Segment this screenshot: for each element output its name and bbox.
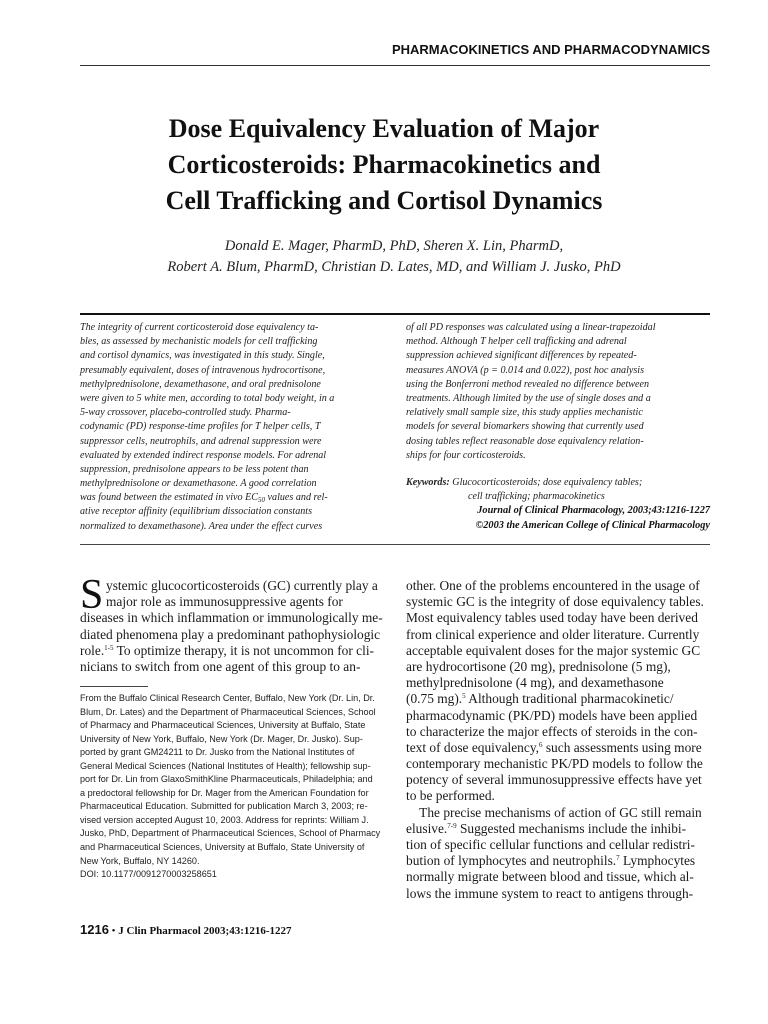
body-line — [80, 643, 386, 659]
citation-copyright: ©2003 the American College of Clinical Pharmacology — [475, 519, 710, 531]
footnote-line: Pharmaceutical Education. Submitted for publication March 3, 2003; re- — [80, 801, 368, 812]
body-line: diated phenomena play a predominant pathophysiologic — [80, 626, 381, 642]
body-line: are hydrocortisone (20 mg), prednisolone (5 mg), — [406, 658, 671, 674]
footnote-line: New York, Buffalo, NY 14260. — [80, 855, 200, 866]
body-line — [406, 691, 710, 707]
citation-ref: 7-9 — [447, 821, 457, 830]
running-header: PHARMACOKINETICS AND PHARMACODYNAMICS — [391, 42, 710, 57]
footnote-line: General Medical Sciences (National Institutes of Health); fellowship sup- — [80, 760, 371, 771]
body-line: lows the immune system to react to antigens through- — [406, 885, 694, 901]
abstract-line: methylprednisolone, dexamethasone, and oral prednisolone — [80, 378, 321, 390]
body-line: Most equivalency tables used today have been derived — [406, 610, 698, 626]
footer-bullet: • — [108, 925, 119, 937]
abstract-line: methylprednisolone or dexamethasone. A good correlation — [80, 478, 317, 490]
footnote-line: a predoctoral fellowship for Dr. Mager from the American Foundation for — [80, 787, 369, 798]
affiliation-footnote — [80, 692, 386, 882]
abstract-right-column — [406, 321, 710, 463]
page-number: 1216 — [80, 922, 109, 937]
body-line: contemporary mechanistic PK/PD models to follow the — [406, 756, 703, 772]
body-line-text: Suggested mechanisms include the inhibi- — [456, 820, 687, 836]
body-line: from clinical experience and older literature. Currently — [406, 626, 700, 642]
abstract-bottom-rule — [80, 544, 710, 545]
body-line: The precise mechanisms of action of GC still remain — [406, 804, 702, 820]
title-line: Cell Trafficking and Cortisol Dynamics — [165, 186, 603, 215]
abstract-line: using the Bonferroni method revealed no difference between — [406, 378, 650, 390]
keywords — [406, 476, 710, 504]
abstract-line: evaluated by extended indirect response models. For adrenal — [80, 449, 327, 461]
body-line: to be performed. — [406, 788, 495, 804]
footnote-line: From the Buffalo Clinical Research Center, Buffalo, New York (Dr. Lin, Dr. — [80, 693, 375, 703]
body-right-column — [406, 578, 710, 902]
abstract-line: treatments. Although limited by the use of single doses and a — [406, 392, 651, 404]
body-line: tion of specific cellular functions and cellular redistri- — [406, 837, 695, 852]
abstract-line: normalized to dexamethasone). Area under the effect curves — [80, 520, 323, 532]
journal-citation — [406, 504, 710, 533]
article-title — [0, 111, 768, 219]
footnote-line: Blum, Dr. Lates) and the Department of Pharmaceutical Sciences, School — [80, 706, 376, 717]
abstract-line: relatively small sample size, this study applies mechanistic — [406, 407, 643, 419]
body-line-text: elusive. — [406, 820, 448, 836]
body-line-text: such assessments using more — [542, 739, 702, 755]
abstract-line: ative receptor affinity (equilibrium dissociation constants — [80, 506, 313, 518]
abstract-line: of all PD responses was calculated using a linear-trapezoidal — [406, 322, 656, 333]
body-line-text: bution of lymphocytes and neutrophils. — [406, 853, 617, 869]
body-line: ystemic glucocorticosteroids (GC) currently play a — [106, 578, 378, 593]
body-line: pharmacodynamic (PK/PD) models have been applied — [406, 707, 698, 723]
footnote-line: vised version accepted August 10, 2003. Address for reprints: William J. — [80, 814, 369, 825]
keywords-text: Glucocorticosteroids; dose equivalency tables; — [449, 477, 643, 488]
body-line-text: Lymphocytes — [619, 853, 696, 869]
citation-ref: 1-5 — [104, 643, 114, 652]
abstract-line: measures ANOVA (p = 0.014 and 0.022), post hoc analysis — [406, 364, 645, 376]
abstract-line: The integrity of current corticosteroid dose equivalency ta- — [80, 322, 319, 333]
author-line: Donald E. Mager, PharmD, PhD, Sheren X. Lin, PharmD, — [224, 238, 564, 254]
keywords-label: Keywords: — [406, 477, 450, 488]
footnote-rule — [80, 686, 148, 687]
keywords-text: cell trafficking; pharmacokinetics — [468, 491, 605, 503]
body-line: normally migrate between blood and tissue, which al- — [406, 869, 694, 885]
abstract-line: codynamic (PD) response-time profiles for T helper cells, T — [80, 421, 321, 433]
abstract-line: bles, as assessed by mechanistic models for cell trafficking — [80, 336, 318, 348]
body-line: major role as immunosuppressive agents for — [106, 594, 343, 610]
body-line — [406, 821, 710, 837]
body-line: to characterize the major effects of steroids in the con- — [406, 723, 698, 739]
body-left-column — [80, 578, 386, 675]
body-line-text: Although traditional pharmacokinetic/ — [465, 691, 674, 707]
footnote-line: of Pharmacy and Pharmaceutical Sciences, University at Buffalo, State — [80, 720, 366, 731]
title-line: Corticosteroids: Pharmacokinetics and — [167, 150, 601, 179]
body-line-text: text of dose equivalency, — [406, 739, 539, 755]
citation-journal: Journal of Clinical Pharmacology, 2003;43:1216-1227 — [477, 505, 710, 516]
body-line: acceptable equivalent doses for the major systemic GC — [406, 642, 701, 658]
abstract-line: presumably equivalent, doses of intravenous hydrocortisone, — [80, 364, 326, 376]
drop-cap: S — [80, 572, 104, 618]
body-line: potency of several immunosuppressive effects have yet — [406, 772, 702, 788]
footnote-line: ported by grant GM24211 to Dr. Jusko from the National Institutes of — [80, 747, 355, 758]
abstract-line: suppression achieved significant differences by repeated- — [406, 350, 637, 362]
abstract-left-column — [80, 321, 386, 534]
doi-line: DOI: 10.1177/0091270003258651 — [80, 869, 217, 880]
footer-journal-reference: J Clin Pharmacol 2003;43:1216-1227 — [118, 925, 292, 937]
citation-ref: 5 — [462, 692, 466, 701]
abstract-line: suppression, prednisolone appears to be less potent than — [80, 463, 309, 475]
abstract-line: 5-way crossover, placebo-controlled study. Pharma- — [80, 407, 291, 419]
body-line-text: role. — [80, 642, 105, 658]
body-line-text: (0.75 mg). — [406, 691, 463, 707]
abstract-line: and cortisol dynamics, was investigated in this study. Single, — [80, 350, 325, 362]
body-line — [406, 740, 710, 756]
body-line: methylprednisolone (4 mg), and dexamethasone — [406, 675, 664, 691]
abstract-line: models for several biomarkers showing that currently used — [406, 421, 644, 433]
body-line: nicians to switch from one agent of this group to an- — [80, 658, 361, 674]
body-line-text: To optimize therapy, it is not uncommon for cli- — [113, 642, 375, 658]
abstract-line-text: values and rel- — [265, 492, 328, 504]
abstract-line: suppressor cells, neutrophils, and adrenal suppression were — [80, 435, 322, 447]
footnote-line: Jusko, PhD, Department of Pharmaceutical Sciences, School of Pharmacy — [80, 828, 381, 839]
page-footer — [80, 922, 292, 937]
body-line: systemic GC is the integrity of dose equivalency tables. — [406, 594, 704, 610]
ec50-subscript: 50 — [258, 496, 266, 505]
footnote-line: University of New York, Buffalo, New York (Dr. Mager, Dr. Jusko). Sup- — [80, 733, 363, 744]
abstract-top-rule — [80, 313, 710, 315]
abstract-line: ships for four corticosteroids. — [406, 449, 526, 461]
footnote-line: and Pharmaceutical Sciences, University at Buffalo, State University of — [80, 842, 365, 853]
title-line: Dose Equivalency Evaluation of Major — [168, 114, 600, 143]
author-list — [0, 236, 768, 278]
body-line: diseases in which inflammation or immunologically me- — [80, 610, 383, 626]
body-line: other. One of the problems encountered in the usage of — [406, 578, 700, 593]
author-line: Robert A. Blum, PharmD, Christian D. Lates, MD, and William J. Jusko, PhD — [167, 259, 621, 275]
abstract-line: were given to 5 white men, according to total body weight, in a — [80, 392, 335, 404]
body-line — [406, 853, 710, 869]
abstract-line — [80, 491, 386, 505]
header-rule — [80, 65, 710, 66]
citation-ref: 7 — [616, 854, 620, 863]
footnote-line: port for Dr. Lin from GlaxoSmithKline Pharmaceuticals, Philadelphia; and — [80, 774, 373, 785]
citation-ref: 6 — [539, 740, 543, 749]
abstract-line: dosing tables reflect reasonable dose equivalency relation- — [406, 435, 644, 447]
abstract-line: method. Although T helper cell trafficking and adrenal — [406, 336, 627, 348]
abstract-line-text: was found between the estimated in vivo EC — [80, 492, 259, 504]
